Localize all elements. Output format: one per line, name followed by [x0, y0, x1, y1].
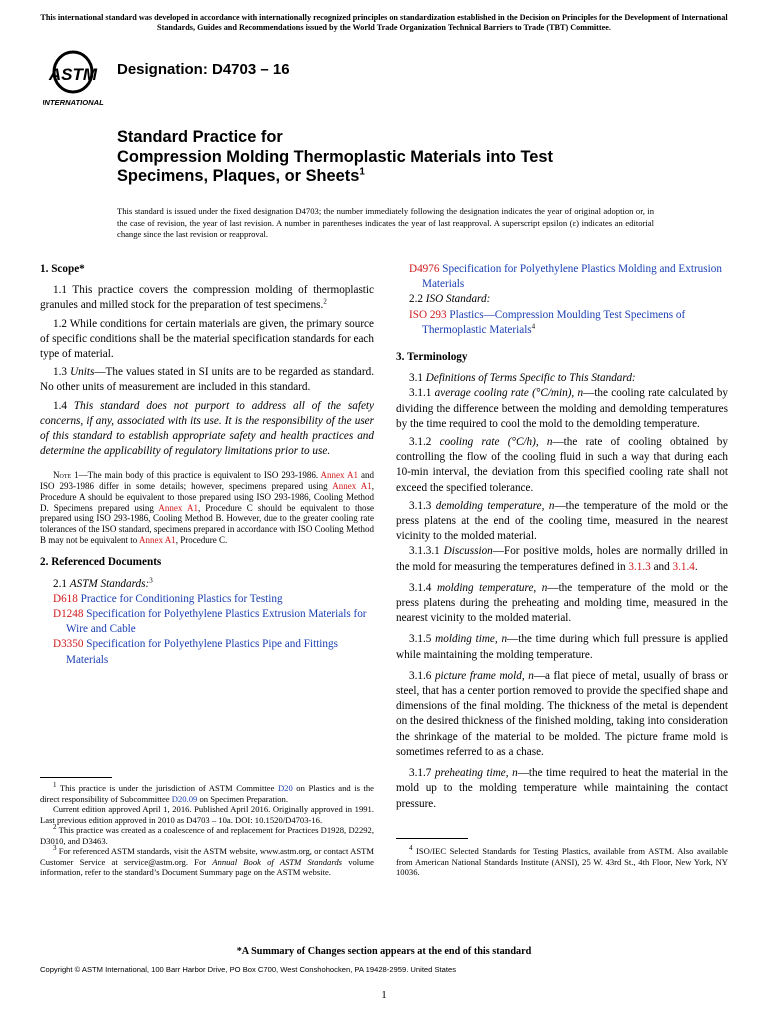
para-1-3: 1.3 Units—The values stated in SI units are to be regarded as standard. No other units of measurement are included in this standard.	[40, 366, 374, 394]
para-2-1: 2.1 ASTM Standards:$^3$	[53, 575, 153, 590]
section-3-1-3-link[interactable]: 3.1.3	[628, 560, 651, 573]
d3350-link[interactable]: D3350	[53, 638, 84, 651]
d4976-link[interactable]: D4976	[409, 263, 440, 275]
footnotes-left	[40, 783, 374, 878]
d618-title-link[interactable]: Practice for Conditioning Plastics for Testing	[77, 592, 283, 605]
d1248-title-link[interactable]: Specification for Polyethylene Plastics Extrusion Materials for Wire and Cable	[66, 607, 367, 636]
summary-of-changes-note: *A Summary of Changes section appears at the end of this standard	[236, 946, 532, 957]
footnote-ref-2[interactable]: 2	[323, 297, 327, 306]
para-2-2: 2.2 ISO Standard:	[409, 293, 491, 306]
para-3-1-4: 3.1.4 molding temperature, n—the temperature of the mold or the press platens during the preheating and molding time, measured in the nearest vicinity to the molded material.	[396, 581, 729, 625]
document-title	[117, 128, 717, 187]
para-3-1-2: 3.1.2 cooling rate (°C/h), n—the rate of cooling obtained by controlling the flow of the cooling fluid in such a way that during each 10-min interval, the deviation from this specified cooling rate shall not exceed the specified tolerance.	[396, 436, 728, 494]
d618-link[interactable]: D618	[53, 592, 78, 605]
astm-logo	[43, 50, 111, 106]
d1248-link[interactable]: D1248	[53, 607, 84, 620]
iso-293-title-link[interactable]: Plastics—Compression Moulding Test Specimens of Thermoplastic Materials	[422, 308, 686, 336]
para-3-1-1: 3.1.1 average cooling rate (°C/min), n—the cooling rate calculated by dividing the difference between the molding and demolding temperatures by the time required to cool the mold to the demolding temperature.	[396, 387, 728, 430]
title-line-3: Specimens, Plaques, or Sheets$^1$	[117, 166, 365, 185]
para-3-1-3: 3.1.3 demolding temperature, n—the temperature of the mold or the press platens at the end of the cooling time, measured in the nearest vicinity to the molded material.	[396, 499, 729, 543]
footnote-4: $^4$ ISO/IEC Selected Standards for Testing Plastics, available from ASTM. Also available from American National Standards Institute (ANSI), 25 W. 43rd St., 4th Floor, New York, NY 10036.	[396, 844, 728, 877]
annex-a1-link[interactable]: Annex A1	[320, 470, 359, 481]
footnote-2: $^2$ This practice was created as a coalescence of and replacement for Practices D1928, D2292, D3010, and D3463.	[40, 823, 374, 846]
title-line-1: Standard Practice for	[117, 128, 283, 146]
tbt-statement: This international standard was developed in accordance with internationally recognized principles on standardization established in the Decision on Principles for the Development of International Standards, Guides and Recommendations issued by the World Trade Organization Technical Barriers to Trade (TBT) Committee.	[40, 13, 728, 32]
para-3-1: 3.1 Definitions of Terms Specific to This Standard:	[409, 372, 636, 385]
reference-item	[40, 637, 374, 667]
d4976-title-link[interactable]: Specification for Polyethylene Plastics Molding and Extrusion Materials	[422, 263, 722, 291]
d2009-link[interactable]: D20.09	[171, 793, 198, 804]
annex-a1-link[interactable]: Annex A1	[332, 481, 372, 492]
terminology-heading: 3. Terminology	[396, 351, 468, 364]
footnote-rule	[40, 777, 112, 778]
d3350-title-link[interactable]: Specification for Polyethylene Plastics Pipe and Fittings Materials	[66, 638, 338, 666]
footnote-ref-4[interactable]: 4	[531, 322, 536, 331]
d20-link[interactable]: D20	[277, 783, 293, 793]
svg-text:ASTM: ASTM	[48, 65, 98, 84]
section-3-1-4-link[interactable]: 3.1.4	[672, 560, 695, 573]
svg-text:INTERNATIONAL: INTERNATIONAL	[43, 98, 104, 106]
left-column	[40, 262, 374, 668]
annex-a1-link[interactable]: Annex A1	[158, 502, 198, 513]
reference-item	[40, 607, 374, 637]
issued-note: This standard is issued under the fixed designation D4703; the number immediately following the designation indicates the year of original adoption or, in the case of revision, the year of last revision. A number in parentheses indicates the year of last reapproval. A superscript epsilon (ε) indicates an editorial change since the last revision or reapproval.	[117, 206, 654, 239]
iso-293-link[interactable]: ISO 293	[409, 308, 447, 321]
page-number: 1	[381, 989, 387, 1001]
para-3-1-6: 3.1.6 picture frame mold, n—a flat piece of metal, usually of brass or steel, that has a center portion removed to provide the specified shape and dimensions of the final molding. The thickness of the metal is dependent on the desired thickness of the finished molding, taking into consideration the shrinkage of the material to be molded. The picture frame mold is sometimes referred to as a chase.	[396, 669, 729, 758]
reference-item	[40, 592, 374, 607]
referenced-documents-heading: 2. Referenced Documents	[40, 556, 162, 569]
designation: Designation: D4703 – 16	[117, 61, 290, 78]
right-column	[396, 262, 728, 812]
footnote-1: $^1$ This practice is under the jurisdiction of ASTM Committee D20 on Plastics and is the direct responsibility of Subcommittee D20.09 on Specimen Preparation.	[40, 781, 374, 804]
para-3-1-7: 3.1.7 preheating time, n—the time required to heat the material in the mold up to the molding temperature while maintaining the contact pressure.	[396, 767, 728, 810]
title-line-2: Compression Molding Thermoplastic Materials into Test	[117, 147, 553, 166]
footnote-3: $^3$ For referenced ASTM standards, visit the ASTM website, www.astm.org, or contact ASTM Customer Service at service@astm.org. For Annual Book of ASTM Standards volume information, refer to the standard’s Document Summary page on the ASTM website.	[40, 844, 374, 877]
para-3-1-3-1: 3.1.3.1 Discussion—For positive molds, holes are normally drilled in the mold for measuring the temperatures defined in 3.1.3 and 3.1.4.	[396, 545, 728, 573]
para-1-1: 1.1 This practice covers the compression molding of thermoplastic granules and milled stock for the preparation of test specimens.$^2$	[40, 284, 374, 312]
para-1-4: 1.4 This standard does not purport to address all of the safety concerns, if any, associated with its use. It is the responsibility of the user of this standard to establish appropriate safety and health practices and determine the applicability of regulatory limitations prior to use.	[40, 399, 375, 458]
footnotes-right	[396, 846, 728, 878]
scope-heading: 1. Scope*	[40, 263, 85, 275]
title-footnote-ref[interactable]: 1	[359, 166, 365, 178]
note-1: Note 1—The main body of this practice is equivalent to ISO 293-1986. Annex A1 and ISO 293-1986 differ in some details; however, specimens prepared using Annex A1, Procedure A should be equivalent to those prepared using ISO 293-1986, Cooling Method D. Specimens prepared using Annex A1, Procedure C should be equivalent to those prepared using ISO 293-1986, Cooling Method B. However, due to the greater cooling rate tolerances of the ISO standard, specimens prepared in accordance with ISO Cooling Method B may not be equivalent to Annex A1, Procedure C.	[40, 470, 375, 545]
copyright: Copyright © ASTM International, 100 Barr Harbor Drive, PO Box C700, West Conshohocken, PA 19428-2959. United States	[40, 965, 457, 974]
para-1-2: 1.2 While conditions for certain materials are given, the primary source of specific conditions shall be the material specification standards for each type of material.	[40, 317, 374, 361]
reference-item	[396, 262, 728, 292]
footnote-ref-3[interactable]: 3	[149, 575, 153, 584]
reference-item	[396, 308, 728, 338]
footnote-1-edition: Current edition approved April 1, 2016. Published April 2016. Originally approved in 1991. Last previous edition approved in 2010 as D4703 – 10a. DOI: 10.1520/D4703-16.	[40, 804, 374, 825]
para-3-1-5: 3.1.5 molding time, n—the time during which full pressure is applied while maintaining the molding temperature.	[396, 633, 728, 661]
annex-a1-link[interactable]: Annex A1	[138, 534, 176, 545]
footnote-rule	[396, 838, 468, 839]
